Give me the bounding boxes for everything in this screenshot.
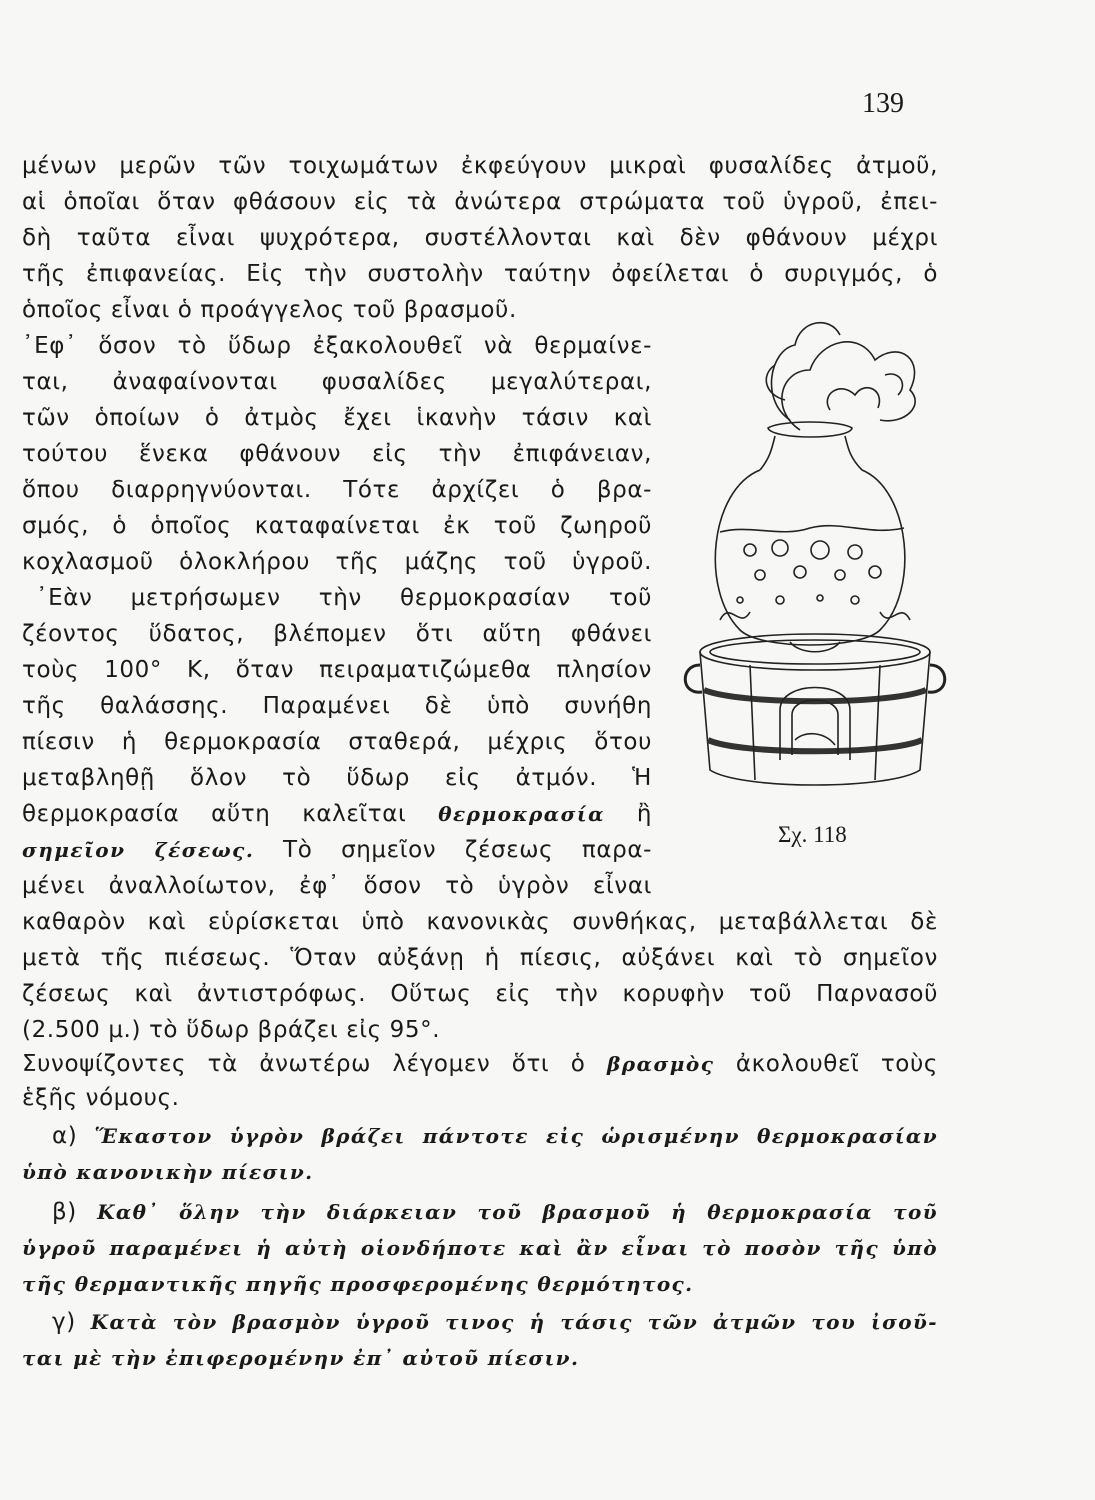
emphasis-term: σημεῖον ζέσεως. [22, 838, 255, 862]
law-b-line-2: ὑγροῦ παραμένει ἡ αὐτὴ οἱονδήποτε καὶ ἂν εἶναι τὸ ποσὸν τῆς ὑπὸ [22, 1236, 938, 1260]
text-line-16: τῆς θαλάσσης. Παραμένει δὲ ὑπὸ συνήθη [22, 693, 652, 719]
text-line-15: τοὺς 100° Κ, ὅταν πειραματιζώμεθα πλησίον [22, 657, 652, 683]
text-segment: Συνοψίζοντες τὰ ἀνωτέρω λέγομεν ὅτι ὁ [22, 1051, 586, 1077]
text-line-4: τῆς ἐπιφανείας. Εἰς τὴν συστολὴν ταύτην ὀφείλεται ὁ συριγμός, ὁ [22, 261, 938, 287]
figure-caption: Σχ. 118 [778, 822, 847, 847]
law-a-line-1 [22, 1118, 938, 1154]
text-line-11: σμός, ὁ ὁποῖος καταφαίνεται ἐκ τοῦ ζωηροῦ [22, 513, 652, 539]
law-c-line-1 [22, 1304, 938, 1340]
text-line-19 [22, 796, 652, 832]
law-text: Κατὰ τὸν βρασμὸν ὑγροῦ τινος ἡ τάσις τῶν ἀτμῶν του ἰσοῦ- [90, 1310, 938, 1334]
law-marker: β) [52, 1199, 77, 1225]
text-line-22: καθαρὸν καὶ εὑρίσκεται ὑπὸ κανονικὰς συνθήκας, μεταβάλλεται δὲ [22, 909, 938, 935]
boiling-flask-illustration [680, 300, 950, 820]
law-marker: γ) [52, 1309, 76, 1335]
text-line-8: τῶν ὁποίων ὁ ἀτμὸς ἔχει ἱκανὴν τάσιν καὶ [22, 405, 652, 431]
text-line-13: ᾿Εὰν μετρήσωμεν τὴν θερμοκρασίαν τοῦ [36, 585, 652, 611]
text-line-6: ᾿Εφ᾿ ὅσον τὸ ὕδωρ ἐξακολουθεῖ νὰ θερμαίνε- [22, 333, 652, 359]
text-line-3: δὴ ταῦτα εἶναι ψυχρότερα, συστέλλονται καὶ δὲν φθάνουν μέχρι [22, 225, 938, 251]
law-c-line-2: ται μὲ τὴν ἐπιφερομένην ἐπ᾿ αὐτοῦ πίεσιν. [22, 1346, 580, 1370]
boiling-flask-icon [680, 300, 950, 820]
text-line-7: ται, ἀναφαίνονται φυσαλίδες μεγαλύτεραι, [22, 369, 652, 395]
text-line-25: (2.500 μ.) τὸ ὕδωρ βράζει εἰς 95°. [22, 1017, 441, 1043]
law-b-line-1 [22, 1194, 938, 1230]
text-line-5: ὁποῖος εἶναι ὁ προάγγελος τοῦ βρασμοῦ. [22, 297, 517, 323]
text-line-26 [22, 1046, 938, 1082]
law-a-line-2: ὑπὸ κανονικὴν πίεσιν. [22, 1160, 314, 1184]
text-line-2: αἱ ὁποῖαι ὅταν φθάσουν εἰς τὰ ἀνώτερα στρώματα τοῦ ὑγροῦ, ἐπει- [22, 189, 938, 215]
text-segment: ἢ [636, 801, 652, 827]
page-number: 139 [862, 88, 904, 119]
text-line-1: μένων μερῶν τῶν τοιχωμάτων ἐκφεύγουν μικραὶ φυσαλίδες ἀτμοῦ, [22, 153, 938, 179]
text-line-9: τούτου ἕνεκα φθάνουν εἰς τὴν ἐπιφάνειαν, [22, 441, 652, 467]
law-marker: α) [52, 1123, 78, 1149]
text-segment: θερμοκρασία αὕτη καλεῖται [22, 801, 407, 827]
text-line-24: ζέσεως καὶ ἀντιστρόφως. Οὕτως εἰς τὴν κορυφὴν τοῦ Παρνασοῦ [22, 981, 938, 1007]
text-line-17: πίεσιν ἡ θερμοκρασία σταθερά, μέχρις ὅτου [22, 729, 652, 755]
text-line-20 [22, 832, 652, 868]
text-line-27: ἑξῆς νόμους. [22, 1085, 180, 1111]
text-segment: Τὸ σημεῖον ζέσεως παρα- [283, 837, 652, 863]
text-line-23: μετὰ τῆς πιέσεως. Ὅταν αὐξάνῃ ἡ πίεσις, αὐξάνει καὶ τὸ σημεῖον [22, 945, 938, 971]
law-b-line-3: τῆς θερμαντικῆς πηγῆς προσφερομένης θερμότητος. [22, 1272, 694, 1296]
text-line-18: μεταβληθῇ ὅλον τὸ ὕδωρ εἰς ἀτμόν. Ἡ [22, 765, 652, 791]
text-line-12: κοχλασμοῦ ὁλοκλήρου τῆς μάζης τοῦ ὑγροῦ. [22, 549, 652, 575]
text-line-14: ζέοντος ὕδατος, βλέπομεν ὅτι αὕτη φθάνει [22, 621, 652, 647]
law-text: Ἕκαστον ὑγρὸν βράζει πάντοτε εἰς ὡρισμένην θερμοκρασίαν [94, 1124, 938, 1148]
text-line-21: μένει ἀναλλοίωτον, ἐφ᾿ ὅσον τὸ ὑγρὸν εἶναι [22, 873, 652, 899]
emphasis-term: βρασμὸς [607, 1052, 715, 1076]
emphasis-term: θερμοκρασία [438, 802, 605, 826]
text-line-10: ὅπου διαρρηγνύονται. Τότε ἀρχίζει ὁ βρα- [22, 477, 652, 503]
text-segment: ἀκολουθεῖ τοὺς [735, 1051, 938, 1077]
law-text: Καθ᾿ ὅλην τὴν διάρκειαν τοῦ βρασμοῦ ἡ θερμοκρασία τοῦ [97, 1200, 938, 1224]
